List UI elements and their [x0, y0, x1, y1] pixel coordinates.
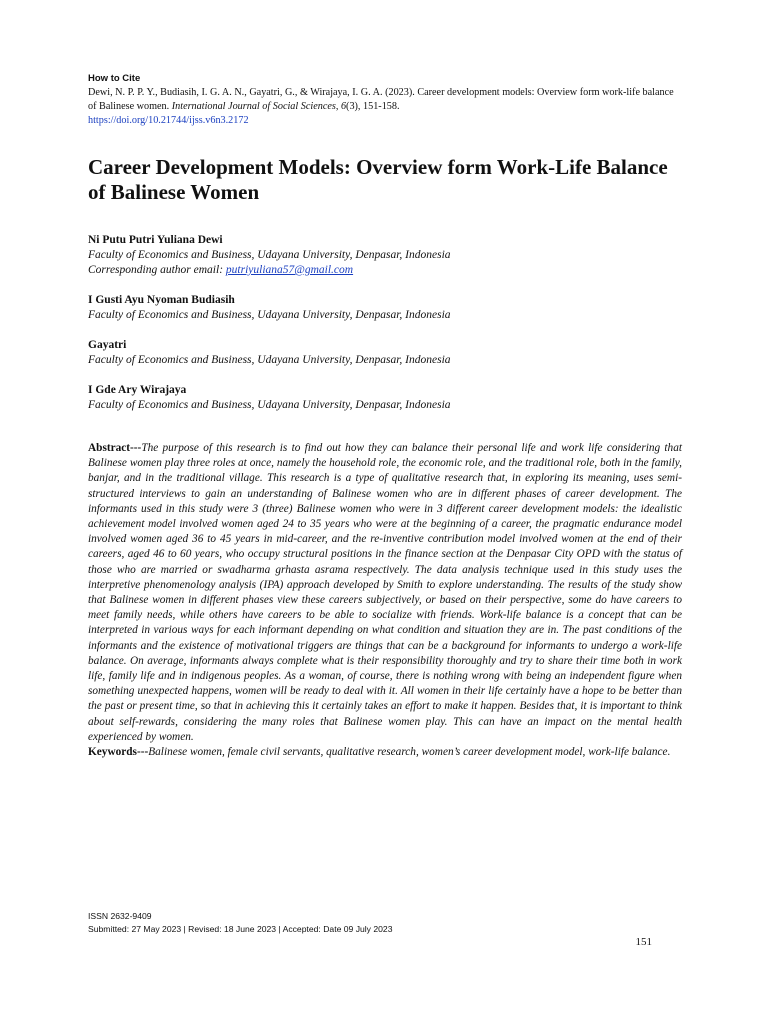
- author-list: [88, 233, 682, 428]
- author-block: [88, 338, 682, 368]
- author-name: I Gusti Ayu Nyoman Budiasih: [88, 294, 235, 306]
- email-label: Corresponding author email:: [88, 264, 226, 276]
- author-affiliation: Faculty of Economics and Business, Udayana University, Denpasar, Indonesia: [88, 354, 451, 366]
- paper-title: Career Development Models: Overview form Work-Life Balance of Balinese Women: [88, 155, 668, 204]
- corresponding-email-line: [88, 263, 682, 278]
- author-block: [88, 293, 682, 323]
- how-to-cite-heading: How to Cite: [88, 73, 141, 84]
- abstract-section: [88, 441, 682, 760]
- page-footer: [88, 910, 682, 936]
- email-link[interactable]: putriyuliana57@gmail.com: [225, 264, 354, 276]
- abstract-text: The purpose of this research is to find out how they can balance their personal life and work life considering that Balinese women play three roles at once, namely the household role, the economic role, and the traditional role, both in the family, banjar, and in the traditional village. This research is a type of qualitative research that, in exploring its meaning, uses semi-structured interviews to gain an understanding of Balinese women who are in different phases of career development. The informants used in this study were 3 (three) Balinese women who were in 3 different career development models: the idealistic achievement model involved women aged 24 to 35 years who were at the beginning of a career, the pragmatic endurance model involved women aged 36 to 45 years in mid-career, and the re-inventive contribution model involved women at the end of their careers, aged 46 to 60 years, who occupy structural positions in the finance section at the Denpasar City OPD with the status of those who are married or swadharma grhasta asrama respectively. The data analysis technique used in this study uses the interpretive phenomenology analysis (IPA) approach developed by Smith to explore understanding. The results of the study show that Balinese women in different phases view these careers subjectively, or based on their perspective, some do have careers to meet family needs, while others have careers to be able to socialize with friends. Work-life balance is a concept that can be interpreted in various ways for each informant depending on what condition and situation they are in. The past conditions of the informants and the existence of motivational triggers are things that can be a background for informants to undergo a work-life balance. On average, informants always complete what is their responsibility thoroughly and try to share their time both in work life, family life and in indigenous peoples. As a woman, of course, there is nothing wrong with being an independent figure when something unexpected happens, women will be ready to deal with it. All women in their life certainly have a hope to be better than the past or present time, so that in achieving this it certainly takes an effort to make it happen. Besides that, it is important to think about self-rewards, considering the many roles that Balinese women play. This can have an impact on the mental health experienced by women.: [88, 442, 682, 743]
- author-name: I Gde Ary Wirajaya: [88, 384, 187, 396]
- author-affiliation: Faculty of Economics and Business, Udayana University, Denpasar, Indonesia: [88, 399, 451, 411]
- citation-text: Dewi, N. P. P. Y., Budiasih, I. G. A. N., Gayatri, G., & Wirajaya, I. G. A. (2023). Career development models: Overview form work-life balance of Balinese women. International Journal of Social Sciences, 6(3), 151-158.: [88, 87, 674, 112]
- author-name: Ni Putu Putri Yuliana Dewi: [88, 234, 223, 246]
- issn-text: ISSN 2632-9409: [88, 911, 152, 921]
- author-affiliation: Faculty of Economics and Business, Udayana University, Denpasar, Indonesia: [88, 249, 451, 261]
- abstract-label: Abstract---: [88, 442, 142, 454]
- citation-journal: International Journal of Social Sciences: [171, 101, 336, 112]
- citation-volume: 6: [340, 101, 347, 112]
- author-affiliation: Faculty of Economics and Business, Udayana University, Denpasar, Indonesia: [88, 309, 451, 321]
- abstract-paragraph: [88, 441, 682, 745]
- citation-issue-pages: (3), 151-158.: [346, 101, 400, 112]
- how-to-cite-block: [88, 72, 682, 128]
- submission-dates: Submitted: 27 May 2023 | Revised: 18 June 2023 | Accepted: Date 09 July 2023: [88, 924, 393, 934]
- author-name: Gayatri: [88, 339, 127, 351]
- doi-link[interactable]: https://doi.org/10.21744/ijss.v6n3.2172: [88, 115, 249, 126]
- keywords-paragraph: [88, 745, 682, 760]
- author-block: [88, 233, 682, 278]
- page-number: 151: [635, 936, 652, 948]
- keywords-text: Balinese women, female civil servants, qualitative research, women’s career development model, work-life balance.: [148, 746, 671, 759]
- citation-authors: Dewi, N. P. P. Y., Budiasih, I. G. A. N., Gayatri, G., & Wirajaya, I. G. A. (2023). Career development models: Overview form work-life balance of Balinese women.: [88, 87, 674, 112]
- keywords-label: Keywords---: [88, 746, 149, 759]
- author-block: [88, 383, 682, 413]
